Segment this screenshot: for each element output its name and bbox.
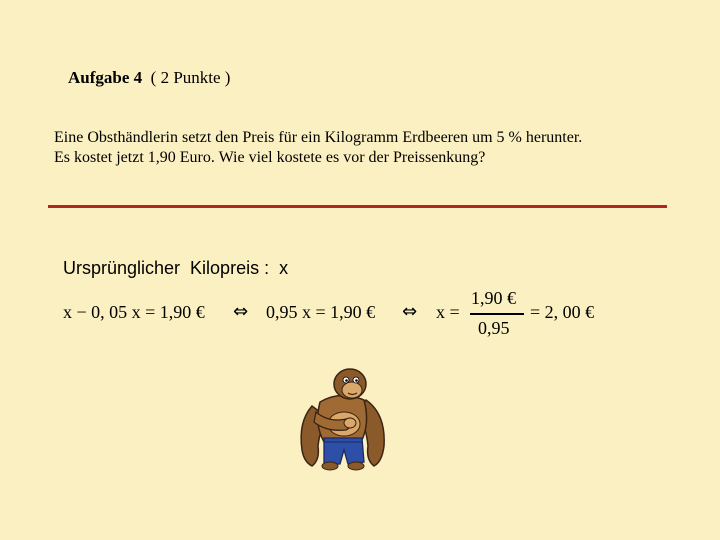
fraction-bar	[470, 313, 524, 315]
equation-1: x − 0, 05 x = 1,90 €	[63, 302, 205, 322]
problem-line-1: Eine Obsthändlerin setzt den Preis für ein Kilogramm Erdbeeren um 5 % herunter.	[54, 129, 583, 146]
equivalence-arrow-1: ⇔	[233, 301, 249, 322]
variable-definition: Ursprünglicher Kilopreis : x	[63, 258, 289, 278]
problem-statement	[54, 128, 582, 168]
fraction-numerator: 1,90 €	[471, 288, 516, 308]
task-title	[68, 68, 230, 88]
task-points: ( 2 Punkte )	[150, 68, 231, 87]
fraction-denominator: 0,95	[478, 318, 510, 338]
divider-line	[48, 205, 667, 208]
problem-line-2: Es kostet jetzt 1,90 Euro. Wie viel kostete es vor der Preissenkung?	[54, 149, 486, 166]
task-number: Aufgabe 4	[68, 68, 143, 87]
equation-3-result: = 2, 00 €	[530, 302, 595, 322]
equation-3-lhs: x =	[436, 302, 460, 322]
gorilla-mascot-icon	[290, 362, 394, 477]
equivalence-arrow-2: ⇔	[402, 301, 418, 322]
equation-2: 0,95 x = 1,90 €	[266, 302, 376, 322]
